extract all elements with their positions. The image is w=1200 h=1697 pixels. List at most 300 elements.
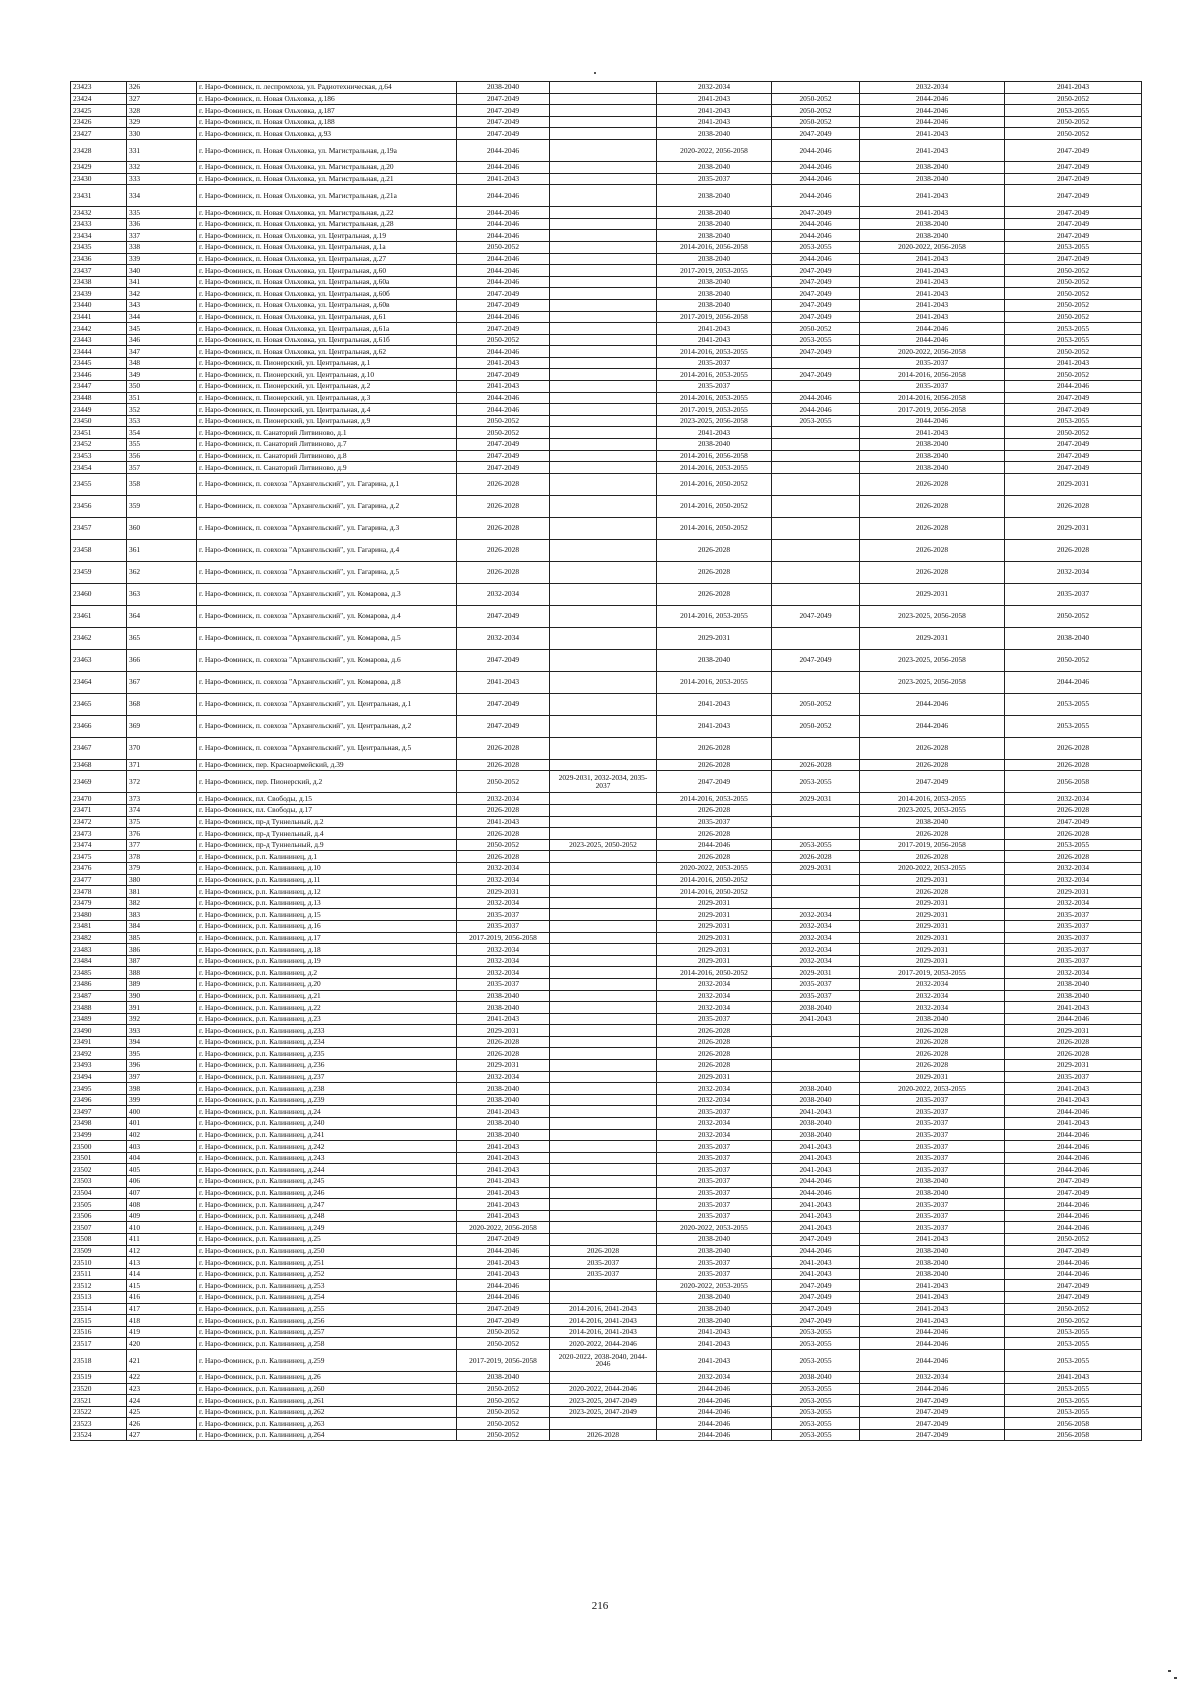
cell-period-3: 2029-2031 [657, 955, 772, 967]
cell-period-1: 2050-2052 [457, 771, 550, 793]
cell-period-5: 2041-2043 [860, 1303, 1005, 1315]
cell-period-2 [550, 82, 657, 94]
cell-period-5: 2026-2028 [860, 1048, 1005, 1060]
cell-period-6: 2047-2049 [1005, 161, 1142, 173]
cell-period-1: 2032-2034 [457, 1071, 550, 1083]
cell-period-2: 2014-2016, 2041-2043 [550, 1326, 657, 1338]
table-row [71, 967, 1142, 979]
cell-period-5: 2032-2034 [860, 1002, 1005, 1014]
cell-period-6: 2050-2052 [1005, 288, 1142, 300]
cell-period-5: 2029-2031 [860, 932, 1005, 944]
cell-period-1: 2035-2037 [457, 978, 550, 990]
cell-reg-no: 23512 [71, 1280, 127, 1292]
table-row [71, 323, 1142, 335]
cell-period-4: 2053-2055 [772, 1395, 860, 1407]
cell-period-1: 2041-2043 [457, 1176, 550, 1188]
cell-period-4 [772, 561, 860, 583]
cell-period-2 [550, 583, 657, 605]
table-row [71, 583, 1142, 605]
cell-period-5: 2035-2037 [860, 1164, 1005, 1176]
cell-reg-no: 23494 [71, 1071, 127, 1083]
table-row [71, 427, 1142, 439]
table-row [71, 944, 1142, 956]
cell-period-4: 2047-2049 [772, 311, 860, 323]
scan-speck [594, 72, 596, 74]
cell-period-3: 2014-2016, 2053-2055 [657, 346, 772, 358]
table-row [71, 276, 1142, 288]
cell-address: г. Наро-Фоминск, р.п. Калининец, д.250 [197, 1245, 457, 1257]
cell-period-4: 2044-2046 [772, 173, 860, 185]
cell-local-no: 344 [127, 311, 197, 323]
table-row [71, 693, 1142, 715]
cell-period-2 [550, 955, 657, 967]
table-row [71, 1222, 1142, 1234]
cell-period-1: 2041-2043 [457, 1141, 550, 1153]
cell-period-2 [550, 357, 657, 369]
cell-period-4: 2041-2043 [772, 1141, 860, 1153]
cell-period-2 [550, 1094, 657, 1106]
cell-period-2 [550, 862, 657, 874]
cell-reg-no: 23481 [71, 920, 127, 932]
cell-reg-no: 23497 [71, 1106, 127, 1118]
cell-period-3: 2014-2016, 2053-2055 [657, 671, 772, 693]
table-row [71, 1002, 1142, 1014]
cell-address: г. Наро-Фоминск, р.п. Калининец, д.238 [197, 1083, 457, 1095]
cell-reg-no: 23458 [71, 539, 127, 561]
cell-local-no: 407 [127, 1187, 197, 1199]
cell-period-1: 2047-2049 [457, 439, 550, 451]
cell-local-no: 374 [127, 805, 197, 817]
cell-reg-no: 23455 [71, 473, 127, 495]
cell-reg-no: 23486 [71, 978, 127, 990]
cell-address: г. Наро-Фоминск, пл. Свободы, д.15 [197, 793, 457, 805]
cell-period-2 [550, 1129, 657, 1141]
cell-local-no: 366 [127, 649, 197, 671]
cell-local-no: 401 [127, 1118, 197, 1130]
cell-period-2 [550, 381, 657, 393]
cell-period-5: 2029-2031 [860, 627, 1005, 649]
cell-local-no: 383 [127, 909, 197, 921]
cell-reg-no: 23523 [71, 1418, 127, 1430]
cell-period-3: 2035-2037 [657, 173, 772, 185]
table-body [71, 82, 1142, 1441]
cell-reg-no: 23500 [71, 1141, 127, 1153]
cell-period-1: 2038-2040 [457, 1083, 550, 1095]
cell-reg-no: 23480 [71, 909, 127, 921]
cell-address: г. Наро-Фоминск, р.п. Калининец, д.256 [197, 1315, 457, 1327]
cell-period-3: 2044-2046 [657, 839, 772, 851]
cell-period-5: 2020-2022, 2053-2055 [860, 1083, 1005, 1095]
cell-period-3: 2038-2040 [657, 161, 772, 173]
table-row [71, 1094, 1142, 1106]
table-row [71, 932, 1142, 944]
cell-period-2 [550, 415, 657, 427]
cell-period-1: 2050-2052 [457, 415, 550, 427]
table-row [71, 1048, 1142, 1060]
cell-period-1: 2038-2040 [457, 1129, 550, 1141]
table-row [71, 671, 1142, 693]
cell-address: г. Наро-Фоминск, р.п. Калининец, д.235 [197, 1048, 457, 1060]
cell-period-1: 2044-2046 [457, 207, 550, 219]
cell-reg-no: 23498 [71, 1118, 127, 1130]
cell-address: г. Наро-Фоминск, п. Новая Ольховка, ул. Магистральная, д.28 [197, 218, 457, 230]
table-row [71, 1025, 1142, 1037]
table-row [71, 862, 1142, 874]
cell-period-4: 2044-2046 [772, 1187, 860, 1199]
cell-period-3: 2017-2019, 2053-2055 [657, 265, 772, 277]
cell-period-6: 2044-2046 [1005, 1199, 1142, 1211]
cell-period-5: 2029-2031 [860, 897, 1005, 909]
cell-period-5: 2041-2043 [860, 1280, 1005, 1292]
cell-period-1: 2041-2043 [457, 1106, 550, 1118]
cell-period-2: 2035-2037 [550, 1257, 657, 1269]
cell-period-1: 2044-2046 [457, 230, 550, 242]
cell-period-6: 2044-2046 [1005, 1106, 1142, 1118]
cell-period-5: 2023-2025, 2056-2058 [860, 649, 1005, 671]
table-row [71, 241, 1142, 253]
cell-reg-no: 23521 [71, 1395, 127, 1407]
cell-address: г. Наро-Фоминск, р.п. Калининец, д.239 [197, 1094, 457, 1106]
cell-period-6: 2053-2055 [1005, 1406, 1142, 1418]
cell-period-5: 2026-2028 [860, 473, 1005, 495]
table-row [71, 1036, 1142, 1048]
cell-period-2 [550, 627, 657, 649]
cell-period-6: 2047-2049 [1005, 207, 1142, 219]
cell-period-6: 2035-2037 [1005, 1071, 1142, 1083]
table-row [71, 978, 1142, 990]
cell-period-2: 2020-2022, 2044-2046 [550, 1338, 657, 1350]
schedule-table [70, 81, 1142, 1441]
cell-period-6: 2050-2052 [1005, 116, 1142, 128]
cell-period-4: 2032-2034 [772, 944, 860, 956]
cell-period-5: 2017-2019, 2056-2058 [860, 839, 1005, 851]
cell-period-6: 2053-2055 [1005, 323, 1142, 335]
cell-period-5: 2047-2049 [860, 1395, 1005, 1407]
cell-period-4: 2053-2055 [772, 1418, 860, 1430]
cell-reg-no: 23425 [71, 105, 127, 117]
cell-period-2 [550, 288, 657, 300]
cell-period-3: 2041-2043 [657, 334, 772, 346]
cell-period-6: 2047-2049 [1005, 816, 1142, 828]
cell-period-1: 2032-2034 [457, 967, 550, 979]
table-row [71, 771, 1142, 793]
cell-period-6: 2053-2055 [1005, 1395, 1142, 1407]
cell-address: г. Наро-Фоминск, р.п. Калининец, д.17 [197, 932, 457, 944]
cell-period-2 [550, 671, 657, 693]
cell-period-2 [550, 1280, 657, 1292]
cell-period-3: 2035-2037 [657, 1257, 772, 1269]
cell-period-5: 2038-2040 [860, 218, 1005, 230]
table-row [71, 1141, 1142, 1153]
cell-period-1: 2047-2049 [457, 323, 550, 335]
cell-reg-no: 23446 [71, 369, 127, 381]
cell-local-no: 397 [127, 1071, 197, 1083]
cell-period-3: 2014-2016, 2050-2052 [657, 473, 772, 495]
cell-period-5: 2047-2049 [860, 771, 1005, 793]
cell-address: г. Наро-Фоминск, п. совхоза "Архангельский", ул. Центральная, д.5 [197, 737, 457, 759]
cell-period-4: 2050-2052 [772, 116, 860, 128]
cell-address: г. Наро-Фоминск, п. леспромхоза, ул. Радиотехническая, д.64 [197, 82, 457, 94]
cell-period-2 [550, 944, 657, 956]
cell-address: г. Наро-Фоминск, р.п. Калининец, д.259 [197, 1349, 457, 1371]
cell-period-3: 2020-2022, 2053-2055 [657, 1280, 772, 1292]
cell-period-1: 2032-2034 [457, 944, 550, 956]
cell-address: г. Наро-Фоминск, р.п. Калининец, д.246 [197, 1187, 457, 1199]
cell-period-1: 2026-2028 [457, 828, 550, 840]
cell-period-6: 2053-2055 [1005, 715, 1142, 737]
cell-period-6: 2053-2055 [1005, 334, 1142, 346]
cell-period-6: 2056-2058 [1005, 1418, 1142, 1430]
cell-period-2 [550, 561, 657, 583]
cell-period-3: 2035-2037 [657, 1106, 772, 1118]
cell-reg-no: 23430 [71, 173, 127, 185]
cell-period-2 [550, 1071, 657, 1083]
cell-address: г. Наро-Фоминск, п. Новая Ольховка, ул. Центральная, д.27 [197, 253, 457, 265]
cell-period-5: 2038-2040 [860, 462, 1005, 474]
cell-reg-no: 23492 [71, 1048, 127, 1060]
cell-period-3: 2014-2016, 2050-2052 [657, 517, 772, 539]
cell-address: г. Наро-Фоминск, р.п. Калининец, д.264 [197, 1429, 457, 1441]
cell-local-no: 387 [127, 955, 197, 967]
cell-local-no: 358 [127, 473, 197, 495]
cell-period-2: 2035-2037 [550, 1268, 657, 1280]
table-row [71, 173, 1142, 185]
cell-local-no: 373 [127, 793, 197, 805]
cell-period-6: 2053-2055 [1005, 105, 1142, 117]
cell-address: г. Наро-Фоминск, п. Новая Ольховка, ул. Магистральная, д.22 [197, 207, 457, 219]
cell-address: г. Наро-Фоминск, п. Новая Ольховка, ул. Центральная, д.60а [197, 276, 457, 288]
table-row [71, 1152, 1142, 1164]
cell-period-6: 2038-2040 [1005, 978, 1142, 990]
table-row [71, 627, 1142, 649]
cell-period-6: 2050-2052 [1005, 346, 1142, 358]
cell-reg-no: 23445 [71, 357, 127, 369]
cell-address: г. Наро-Фоминск, р.п. Калининец, д.241 [197, 1129, 457, 1141]
cell-period-6: 2050-2052 [1005, 1315, 1142, 1327]
cell-period-5: 2035-2037 [860, 1152, 1005, 1164]
cell-period-3: 2035-2037 [657, 1199, 772, 1211]
table-row [71, 265, 1142, 277]
table-row [71, 139, 1142, 161]
cell-period-6: 2050-2052 [1005, 311, 1142, 323]
cell-address: г. Наро-Фоминск, р.п. Калининец, д.243 [197, 1152, 457, 1164]
cell-period-3: 2026-2028 [657, 828, 772, 840]
cell-address: г. Наро-Фоминск, р.п. Калининец, д.262 [197, 1406, 457, 1418]
table-row [71, 1083, 1142, 1095]
cell-local-no: 354 [127, 427, 197, 439]
cell-local-no: 410 [127, 1222, 197, 1234]
cell-local-no: 345 [127, 323, 197, 335]
cell-period-5: 2014-2016, 2056-2058 [860, 392, 1005, 404]
cell-local-no: 329 [127, 116, 197, 128]
cell-period-1: 2044-2046 [457, 1291, 550, 1303]
cell-period-3: 2032-2034 [657, 1371, 772, 1383]
cell-address: г. Наро-Фоминск, п. совхоза "Архангельский", ул. Комарова, д.3 [197, 583, 457, 605]
cell-period-5: 2038-2040 [860, 816, 1005, 828]
cell-address: г. Наро-Фоминск, р.п. Калининец, д.258 [197, 1338, 457, 1350]
cell-period-6: 2035-2037 [1005, 920, 1142, 932]
cell-reg-no: 23471 [71, 805, 127, 817]
cell-period-4: 2044-2046 [772, 253, 860, 265]
cell-local-no: 326 [127, 82, 197, 94]
cell-address: г. Наро-Фоминск, р.п. Калининец, д.261 [197, 1395, 457, 1407]
table-row [71, 161, 1142, 173]
cell-period-5: 2044-2046 [860, 1349, 1005, 1371]
cell-period-4: 2053-2055 [772, 1338, 860, 1350]
cell-period-4: 2041-2043 [772, 1152, 860, 1164]
cell-period-2 [550, 439, 657, 451]
cell-period-1: 2044-2046 [457, 404, 550, 416]
cell-period-1: 2050-2052 [457, 1395, 550, 1407]
table-row [71, 816, 1142, 828]
cell-period-5: 2026-2028 [860, 759, 1005, 771]
cell-address: г. Наро-Фоминск, р.п. Калининец, д.2 [197, 967, 457, 979]
cell-period-2: 2014-2016, 2041-2043 [550, 1303, 657, 1315]
cell-period-6: 2041-2043 [1005, 1371, 1142, 1383]
cell-period-3: 2026-2028 [657, 805, 772, 817]
table-row [71, 1118, 1142, 1130]
cell-period-1: 2026-2028 [457, 851, 550, 863]
cell-local-no: 337 [127, 230, 197, 242]
cell-period-2 [550, 816, 657, 828]
cell-address: г. Наро-Фоминск, р.п. Калининец, д.15 [197, 909, 457, 921]
cell-period-1: 2047-2049 [457, 105, 550, 117]
cell-period-4 [772, 495, 860, 517]
cell-period-4 [772, 805, 860, 817]
cell-period-1: 2047-2049 [457, 1233, 550, 1245]
cell-period-4 [772, 450, 860, 462]
cell-period-4: 2044-2046 [772, 1176, 860, 1188]
cell-reg-no: 23462 [71, 627, 127, 649]
cell-reg-no: 23433 [71, 218, 127, 230]
cell-period-4: 2047-2049 [772, 1280, 860, 1292]
table-row [71, 874, 1142, 886]
cell-local-no: 394 [127, 1036, 197, 1048]
cell-period-4 [772, 737, 860, 759]
cell-period-1: 2050-2052 [457, 1383, 550, 1395]
cell-address: г. Наро-Фоминск, р.п. Калининец, д.11 [197, 874, 457, 886]
cell-period-3: 2026-2028 [657, 539, 772, 561]
cell-period-4: 2041-2043 [772, 1257, 860, 1269]
cell-period-3: 2029-2031 [657, 897, 772, 909]
cell-period-1: 2047-2049 [457, 1303, 550, 1315]
cell-reg-no: 23502 [71, 1164, 127, 1176]
cell-period-1: 2026-2028 [457, 759, 550, 771]
cell-period-2 [550, 1118, 657, 1130]
cell-period-3: 2014-2016, 2053-2055 [657, 392, 772, 404]
cell-period-3: 2038-2040 [657, 1291, 772, 1303]
cell-period-1: 2041-2043 [457, 1210, 550, 1222]
cell-period-6: 2050-2052 [1005, 93, 1142, 105]
cell-period-6: 2035-2037 [1005, 944, 1142, 956]
cell-period-3: 2041-2043 [657, 116, 772, 128]
cell-period-3: 2038-2040 [657, 299, 772, 311]
cell-period-1: 2044-2046 [457, 346, 550, 358]
cell-period-4: 2053-2055 [772, 334, 860, 346]
cell-address: г. Наро-Фоминск, р.п. Калининец, д.253 [197, 1280, 457, 1292]
cell-address: г. Наро-Фоминск, р.п. Калининец, д.25 [197, 1233, 457, 1245]
cell-period-5: 2026-2028 [860, 1025, 1005, 1037]
cell-period-2 [550, 161, 657, 173]
cell-period-2 [550, 759, 657, 771]
cell-period-5: 2020-2022, 2056-2058 [860, 241, 1005, 253]
cell-period-4: 2044-2046 [772, 139, 860, 161]
cell-address: г. Наро-Фоминск, п. совхоза "Архангельский", ул. Комарова, д.6 [197, 649, 457, 671]
cell-period-6: 2047-2049 [1005, 1280, 1142, 1292]
cell-period-4: 2053-2055 [772, 1383, 860, 1395]
cell-local-no: 396 [127, 1060, 197, 1072]
cell-address: г. Наро-Фоминск, р.п. Калининец, д.247 [197, 1199, 457, 1211]
cell-period-2 [550, 1002, 657, 1014]
cell-period-3: 2029-2031 [657, 920, 772, 932]
table-row [71, 1129, 1142, 1141]
cell-address: г. Наро-Фоминск, р.п. Калининец, д.240 [197, 1118, 457, 1130]
cell-period-6: 2029-2031 [1005, 473, 1142, 495]
cell-period-3: 2026-2028 [657, 1048, 772, 1060]
cell-period-4: 2032-2034 [772, 920, 860, 932]
cell-address: г. Наро-Фоминск, пр-д Туннельный, д.4 [197, 828, 457, 840]
cell-period-3: 2038-2040 [657, 253, 772, 265]
cell-period-1: 2050-2052 [457, 839, 550, 851]
cell-period-5: 2044-2046 [860, 334, 1005, 346]
cell-local-no: 414 [127, 1268, 197, 1280]
cell-period-3: 2014-2016, 2053-2055 [657, 369, 772, 381]
cell-address: г. Наро-Фоминск, п. совхоза "Архангельский", ул. Комарова, д.4 [197, 605, 457, 627]
cell-period-5: 2044-2046 [860, 715, 1005, 737]
cell-period-5: 2026-2028 [860, 828, 1005, 840]
cell-period-5: 2041-2043 [860, 427, 1005, 439]
cell-period-2 [550, 1152, 657, 1164]
cell-local-no: 377 [127, 839, 197, 851]
table-row [71, 105, 1142, 117]
cell-period-2 [550, 1106, 657, 1118]
cell-period-6: 2041-2043 [1005, 1002, 1142, 1014]
cell-period-5: 2026-2028 [860, 886, 1005, 898]
cell-local-no: 370 [127, 737, 197, 759]
cell-period-4: 2044-2046 [772, 1245, 860, 1257]
cell-period-2: 2029-2031, 2032-2034, 2035-2037 [550, 771, 657, 793]
cell-local-no: 392 [127, 1013, 197, 1025]
cell-local-no: 406 [127, 1176, 197, 1188]
cell-period-2: 2014-2016, 2041-2043 [550, 1315, 657, 1327]
cell-period-3: 2029-2031 [657, 909, 772, 921]
cell-period-4: 2050-2052 [772, 323, 860, 335]
cell-reg-no: 23437 [71, 265, 127, 277]
table-row [71, 561, 1142, 583]
cell-reg-no: 23440 [71, 299, 127, 311]
cell-period-6: 2044-2046 [1005, 1141, 1142, 1153]
table-row [71, 851, 1142, 863]
cell-period-3: 2041-2043 [657, 1326, 772, 1338]
cell-period-3: 2029-2031 [657, 932, 772, 944]
cell-local-no: 382 [127, 897, 197, 909]
cell-address: г. Наро-Фоминск, р.п. Калининец, д.233 [197, 1025, 457, 1037]
cell-period-1: 2050-2052 [457, 241, 550, 253]
table-row [71, 517, 1142, 539]
cell-local-no: 340 [127, 265, 197, 277]
cell-reg-no: 23478 [71, 886, 127, 898]
cell-local-no: 408 [127, 1199, 197, 1211]
cell-period-4: 2038-2040 [772, 1129, 860, 1141]
cell-reg-no: 23508 [71, 1233, 127, 1245]
cell-period-3: 2032-2034 [657, 1083, 772, 1095]
cell-period-3: 2038-2040 [657, 1245, 772, 1257]
cell-period-3: 2020-2022, 2056-2058 [657, 139, 772, 161]
table-row [71, 1187, 1142, 1199]
cell-period-1: 2032-2034 [457, 793, 550, 805]
table-row [71, 649, 1142, 671]
cell-period-2 [550, 886, 657, 898]
